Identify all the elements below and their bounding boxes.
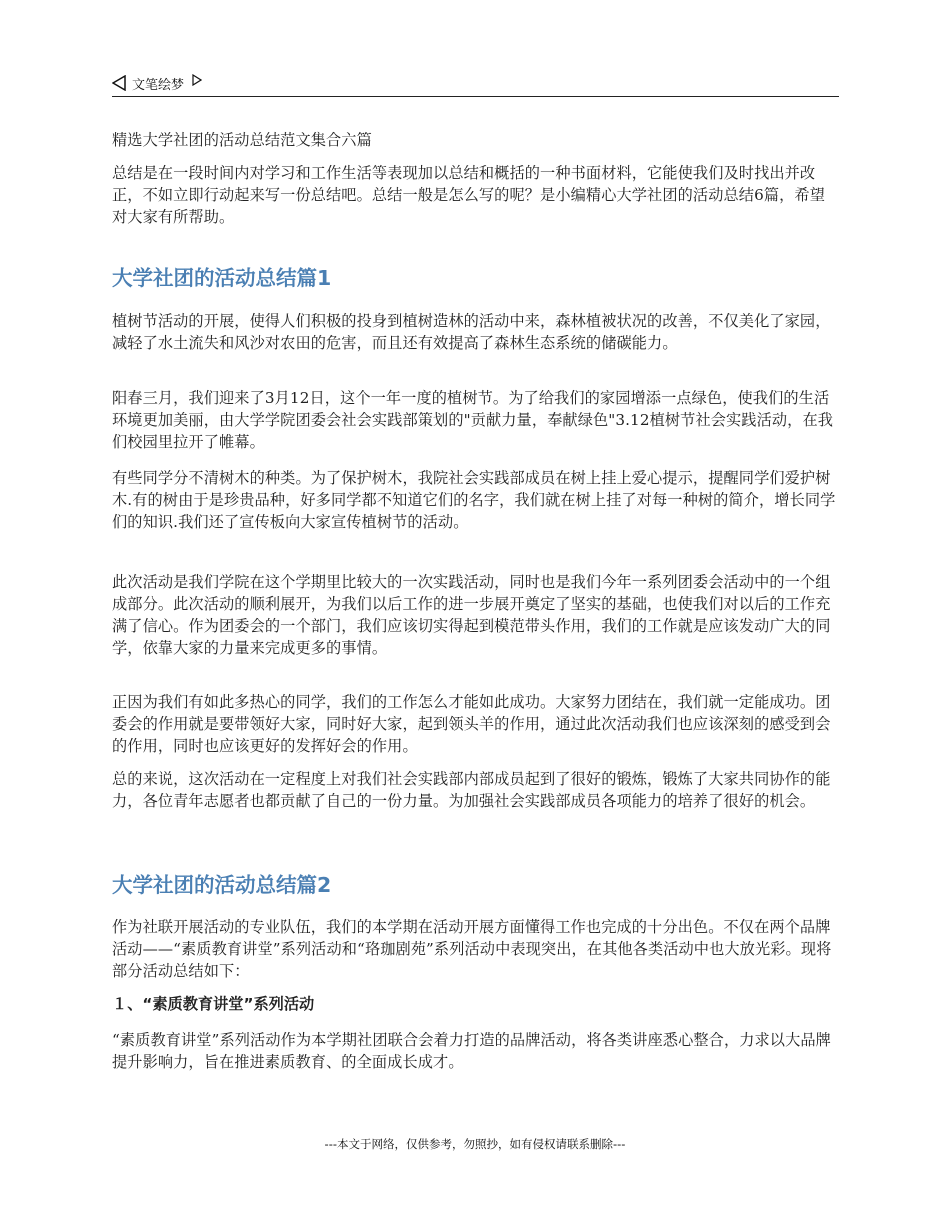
section2-heading-block xyxy=(112,871,839,899)
triangle-left-icon xyxy=(112,75,126,91)
section1-p1-block xyxy=(112,310,839,354)
section1-paragraph-6: 总的来说，这次活动在一定程度上对我们社会实践部内部成员起到了很好的锻炼，锻炼了大家共同协作的能力，各位青年志愿者也都贡献了自己的一份力量。为加强社会实践部成员各项能力的培养了很好的机会。 xyxy=(112,770,831,810)
section1-paragraph-4: 此次活动是我们学院在这个学期里比较大的一次实践活动，同时也是我们今年一系列团委会活动中的一个组成部分。此次活动的顺利展开，为我们以后工作的进一步展开奠定了坚实的基础，也使我们对以后的工作充满了信心。作为团委会的一个部门，我们应该切实得起到模范带头作用，我们的工作就是应该发动广大的同学，依靠大家的力量来完成更多的事情。 xyxy=(112,573,831,657)
section2-subheading-block xyxy=(112,993,839,1015)
footer-notice: ---本文于网络，仅供参考，勿照抄，如有侵权请联系删除--- xyxy=(324,1137,626,1151)
brand-name: 文笔绘梦 xyxy=(132,77,185,93)
section-heading-1: 大学社团的活动总结篇1 xyxy=(112,266,332,290)
triangle-right-icon xyxy=(192,74,202,86)
section2-paragraph-2: “素质教育讲堂”系列活动作为本学期社团联合会着力打造的品牌活动，将各类讲座悉心整合，力求以大品牌提升影响力，旨在推进素质教育、的全面成长成才。 xyxy=(112,1031,831,1071)
intro-block xyxy=(112,162,839,228)
page-header xyxy=(112,70,839,97)
document-title: 精选大学社团的活动总结范文集合六篇 xyxy=(112,131,372,149)
document-title-block xyxy=(112,129,839,151)
section1-p5-block xyxy=(112,691,839,757)
intro-paragraph: 总结是在一段时间内对学习和工作生活等表现加以总结和概括的一种书面材料，它能使我们及时找出并改正，不如立即行动起来写一份总结吧。总结一般是怎么写的呢？是小编精心大学社团的活动总结6篇，希望对大家有所帮助。 xyxy=(112,164,825,226)
section1-p6-block xyxy=(112,768,839,812)
section2-subheading: １、“素质教育讲堂”系列活动 xyxy=(112,995,315,1013)
section1-paragraph-5: 正因为我们有如此多热心的同学，我们的工作怎么才能如此成功。大家努力团结在，我们就一定能成功。团委会的作用就是要带领好大家，同时好大家，起到领头羊的作用，通过此次活动我们也应该深刻的感受到会的作用，同时也应该更好的发挥好会的作用。 xyxy=(112,693,831,755)
section1-p3-block xyxy=(112,467,839,533)
section1-paragraph-2: 阳春三月，我们迎来了3月12日，这个一年一度的植树节。为了给我们的家园增添一点绿色，使我们的生活环境更加美丽，由大学学院团委会社会实践部策划的"贡献力量，奉献绿色"3.12植树节社会实践活动，在我们校园里拉开了帷幕。 xyxy=(112,389,834,451)
section2-p2-block xyxy=(112,1029,839,1073)
section2-p1-block xyxy=(112,916,839,982)
section1-p2-block xyxy=(112,387,839,453)
section1-heading-block xyxy=(112,264,839,292)
section2-paragraph-1: 作为社联开展活动的专业队伍，我们的本学期在活动开展方面懂得工作也完成的十分出色。不仅在两个品牌活动——“素质教育讲堂”系列活动和“珞珈剧苑”系列活动中表现突出，在其他各类活动中也大放光彩。现将部分活动总结如下： xyxy=(112,918,832,980)
section1-paragraph-1: 植树节活动的开展，使得人们积极的投身到植树造林的活动中来，森林植被状况的改善，不仅美化了家园，减轻了水土流失和风沙对农田的危害，而且还有效提高了森林生态系统的储碳能力。 xyxy=(112,312,831,352)
section1-paragraph-3: 有些同学分不清树木的种类。为了保护树木，我院社会实践部成员在树上挂上爱心提示，提醒同学们爱护树木.有的树由于是珍贵品种，好多同学都不知道它们的名字，我们就在树上挂了对每一种树的简介，增长同学们的知识.我们还了宣传板向大家宣传植树节的活动。 xyxy=(112,469,836,531)
section1-p4-block xyxy=(112,571,839,659)
section-heading-2: 大学社团的活动总结篇2 xyxy=(112,873,332,897)
